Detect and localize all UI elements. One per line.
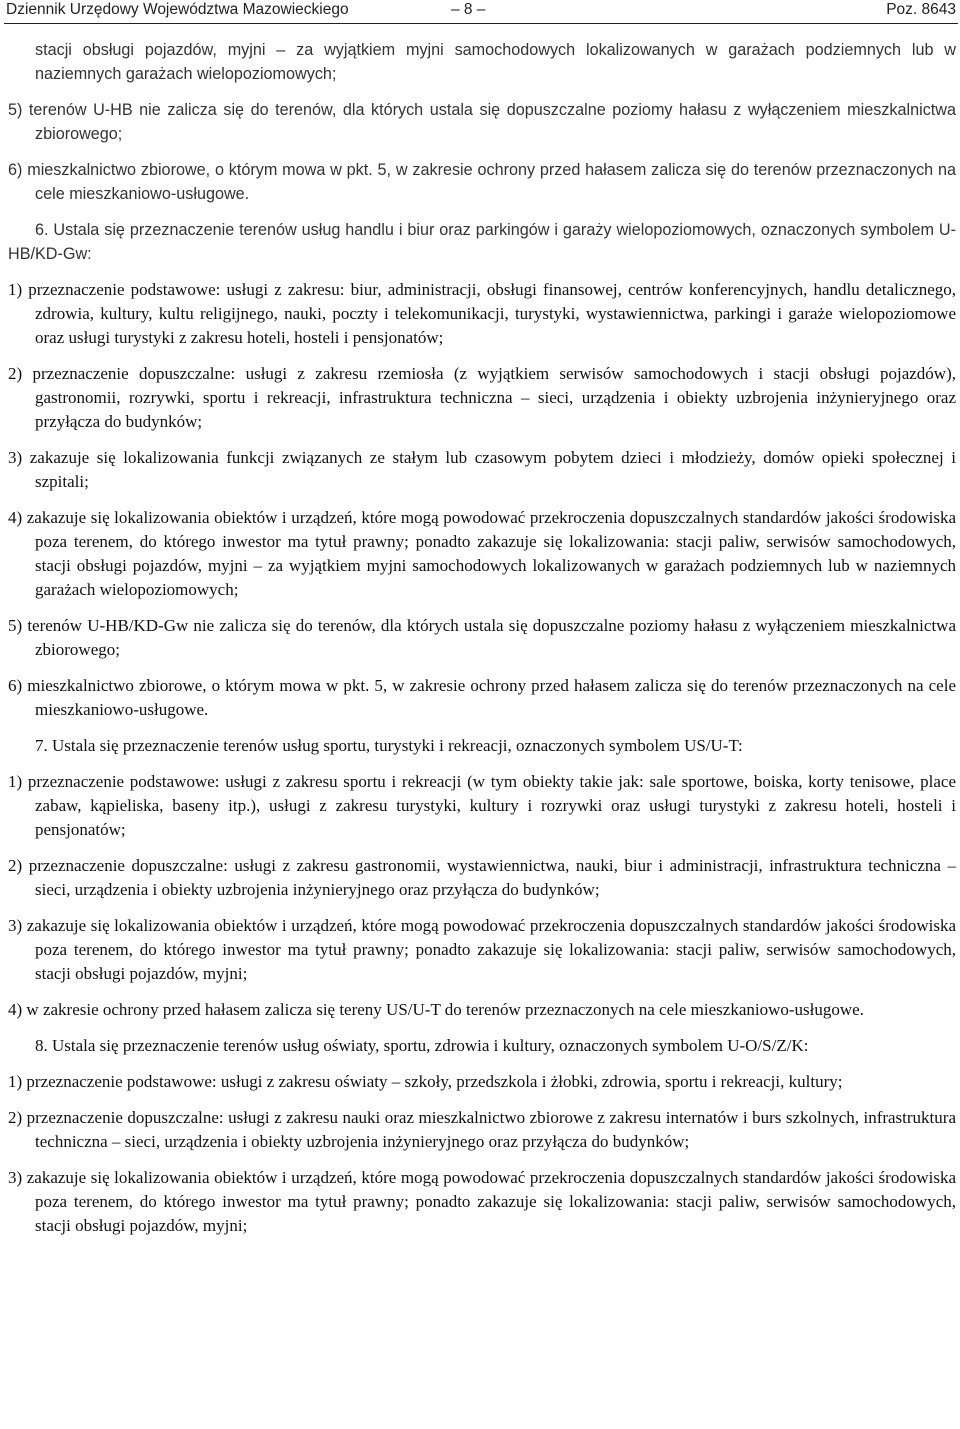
header-divider <box>4 23 958 24</box>
list-item: 6) mieszkalnictwo zbiorowe, o którym mowa w pkt. 5, w zakresie ochrony przed hałasem zalicza się do terenów przeznaczonych na cele mieszkaniowo-usługowe. <box>8 161 956 203</box>
section-paragraph: 8. Ustala się przeznaczenie terenów usług oświaty, sportu, zdrowia i kultury, oznaczonych symbolem U-O/S/Z/K: <box>35 1036 809 1055</box>
continuation-paragraph: stacji obsługi pojazdów, myjni – za wyjątkiem myjni samochodowych lokalizowanych w garażach podziemnych lub w naziemnych garażach wielopoziomowych; <box>35 41 956 83</box>
journal-title: Dziennik Urzędowy Województwa Mazowieckiego <box>6 1 349 18</box>
page-number: – 8 – <box>451 1 486 18</box>
list-item: 1) przeznaczenie podstawowe: usługi z zakresu sportu i rekreacji (w tym obiekty takie jak: sale sportowe, boiska, korty tenisowe, place zabaw, kąpieliska, baseny itp.), usługi z zakresu turystyki, kultury i rozrywki oraz usługi turystyki z zakresu hoteli, hosteli i pensjonatów; <box>8 772 956 839</box>
list-item: 3) zakazuje się lokalizowania obiektów i urządzeń, które mogą powodować przekroczenia dopuszczalnych standardów jakości środowiska poza terenem, do którego inwestor ma tytuł prawny; ponadto zakazuje się lokalizowania: stacji paliw, serwisów samochodowych, stacji obsługi pojazdów, myjni; <box>8 1168 956 1235</box>
page-header <box>6 0 956 24</box>
list-item: 3) zakazuje się lokalizowania funkcji związanych ze stałym lub czasowym pobytem dzieci i młodzieży, domów opieki społecznej i szpitali; <box>8 448 956 491</box>
section-paragraph: 6. Ustala się przeznaczenie terenów usług handlu i biur oraz parkingów i garaży wielopoziomowych, oznaczonych symbolem U-HB/KD-Gw: <box>8 221 956 263</box>
list-item: 6) mieszkalnictwo zbiorowe, o którym mowa w pkt. 5, w zakresie ochrony przed hałasem zalicza się do terenów przeznaczonych na cele mieszkaniowo-usługowe. <box>8 676 956 719</box>
position-number: Poz. 8643 <box>886 1 956 18</box>
list-item: 1) przeznaczenie podstawowe: usługi z zakresu oświaty – szkoły, przedszkola i żłobki, zdrowia, sportu i rekreacji, kultury; <box>8 1072 843 1091</box>
list-item: 2) przeznaczenie dopuszczalne: usługi z zakresu gastronomii, wystawiennictwa, nauki, biur i administracji, infrastruktura techniczna – sieci, urządzenia i obiekty uzbrojenia inżynieryjnego oraz przyłącza do budynków; <box>8 856 956 899</box>
document-body <box>8 38 956 1250</box>
list-item: 5) terenów U-HB nie zalicza się do terenów, dla których ustala się dopuszczalne poziomy hałasu z wyłączeniem mieszkalnictwa zbiorowego; <box>8 101 956 143</box>
list-item: 2) przeznaczenie dopuszczalne: usługi z zakresu nauki oraz mieszkalnictwo zbiorowe z zakresu internatów i burs szkolnych, infrastruktura techniczna – sieci, urządzenia i obiekty uzbrojenia inżynieryjnego oraz przyłącza do budynków; <box>8 1108 956 1151</box>
section-paragraph: 7. Ustala się przeznaczenie terenów usług sportu, turystyki i rekreacji, oznaczonych symbolem US/U-T: <box>35 736 743 755</box>
list-item: 4) zakazuje się lokalizowania obiektów i urządzeń, które mogą powodować przekroczenia dopuszczalnych standardów jakości środowiska poza terenem, do którego inwestor ma tytuł prawny; ponadto zakazuje się lokalizowania: stacji paliw, serwisów samochodowych, stacji obsługi pojazdów, myjni – za wyjątkiem myjni samochodowych lokalizowanych w garażach podziemnych lub w naziemnych garażach wielopoziomowych; <box>8 508 956 599</box>
list-item: 2) przeznaczenie dopuszczalne: usługi z zakresu rzemiosła (z wyjątkiem serwisów samochodowych i stacji obsługi pojazdów), gastronomii, rozrywki, sportu i rekreacji, infrastruktura techniczna – sieci, urządzenia i obiekty uzbrojenia inżynieryjnego oraz przyłącza do budynków; <box>8 364 956 431</box>
list-item: 5) terenów U-HB/KD-Gw nie zalicza się do terenów, dla których ustala się dopuszczalne poziomy hałasu z wyłączeniem mieszkalnictwa zbiorowego; <box>8 616 956 659</box>
list-item: 4) w zakresie ochrony przed hałasem zalicza się tereny US/U-T do terenów przeznaczonych na cele mieszkaniowo-usługowe. <box>8 1000 864 1019</box>
list-item: 3) zakazuje się lokalizowania obiektów i urządzeń, które mogą powodować przekroczenia dopuszczalnych standardów jakości środowiska poza terenem, do którego inwestor ma tytuł prawny; ponadto zakazuje się lokalizowania: stacji paliw, serwisów samochodowych, stacji obsługi pojazdów, myjni; <box>8 916 956 983</box>
list-item: 1) przeznaczenie podstawowe: usługi z zakresu: biur, administracji, obsługi finansowej, centrów konferencyjnych, handlu detalicznego, zdrowia, kultury, kultu religijnego, nauki, poczty i telekomunikacji, turystyki, wystawiennictwa, parkingi i garaże wielopoziomowe oraz usługi turystyki z zakresu hoteli, hosteli i pensjonatów; <box>8 280 956 347</box>
